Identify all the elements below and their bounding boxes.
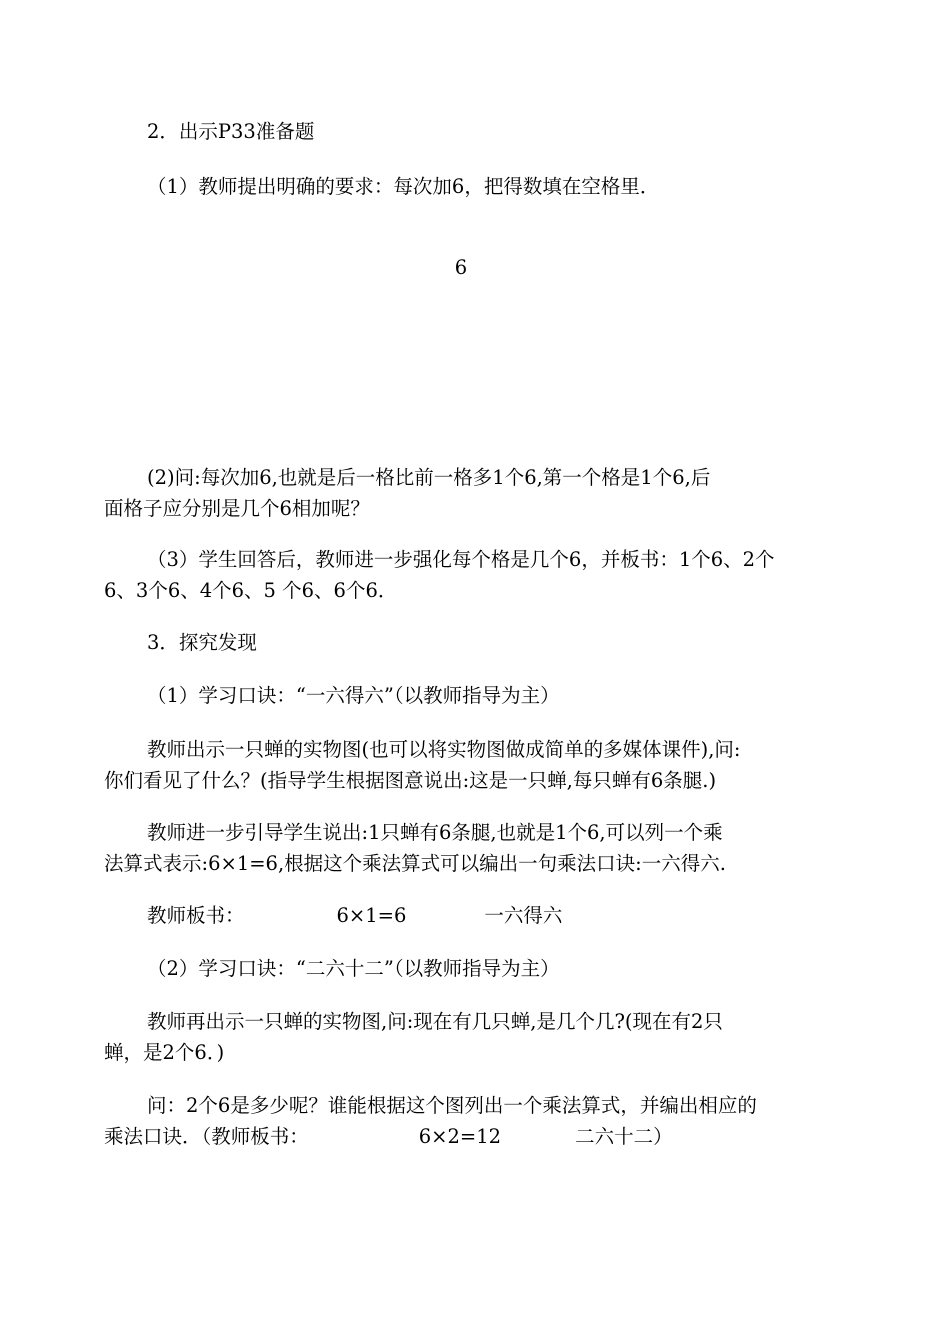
paragraph-cicada-line2: 你们看见了什么？(指导学生根据图意说出:这是一只蝉,每只蝉有6条腿.): [104, 769, 717, 792]
board-writing-1: [147, 903, 887, 929]
paragraph-question2-line2: [104, 1124, 844, 1150]
paragraph-guide-line2: 法算式表示:6×1=6,根据这个乘法算式可以编出一句乘法口诀:一六得六.: [104, 852, 726, 875]
paragraph-two-cicadas-line2: 蝉，是2个6．): [104, 1041, 225, 1064]
board-rhyme: 一六得六: [484, 904, 563, 927]
board-rhyme-2: 二六十二）: [575, 1125, 673, 1148]
subheading-rhyme-1: （1）学习口诀：“一六得六”（以教师指导为主）: [147, 684, 560, 707]
paragraph-question-line1: (2)问:每次加6,也就是后一格比前一格多1个6,第一个格是1个6,后: [147, 466, 711, 489]
paragraph-cicada-line1: 教师出示一只蝉的实物图(也可以将实物图做成简单的多媒体课件),问:: [147, 738, 741, 761]
paragraph-answer-line2: 6、3个6、4个6、5 个6、6个6．: [104, 579, 398, 602]
paragraph-question2-line1: 问：2个6是多少呢？谁能根据这个图列出一个乘法算式，并编出相应的: [147, 1094, 757, 1117]
paragraph-requirement: （1）教师提出明确的要求：每次加6，把得数填在空格里．: [147, 175, 660, 198]
paragraph-answer-line1: （3）学生回答后，教师进一步强化每个格是几个6，并板书：1个6、2个: [147, 548, 775, 571]
board-formula: 6×1=6: [336, 904, 407, 927]
board-formula-2: 6×2=12: [418, 1125, 502, 1148]
subheading-rhyme-2: （2）学习口诀：“二六十二”（以教师指导为主）: [147, 957, 560, 980]
paragraph-guide-line1: 教师进一步引导学生说出:1只蝉有6条腿,也就是1个6,可以列一个乘: [147, 821, 723, 844]
paragraph-two-cicadas-line1: 教师再出示一只蝉的实物图,问:现在有几只蝉,是几个几?(现在有2只: [147, 1010, 723, 1033]
section-heading-2: 2．出示P33准备题: [147, 120, 315, 143]
board-label: 教师板书：: [147, 904, 245, 927]
section-heading-3: 3．探究发现: [147, 631, 257, 654]
board-label-2: 乘法口诀．（教师板书：: [104, 1125, 309, 1148]
paragraph-question-line2: 面格子应分别是几个6相加呢？: [104, 497, 370, 520]
blank-grid-start-number: 6: [454, 256, 468, 279]
